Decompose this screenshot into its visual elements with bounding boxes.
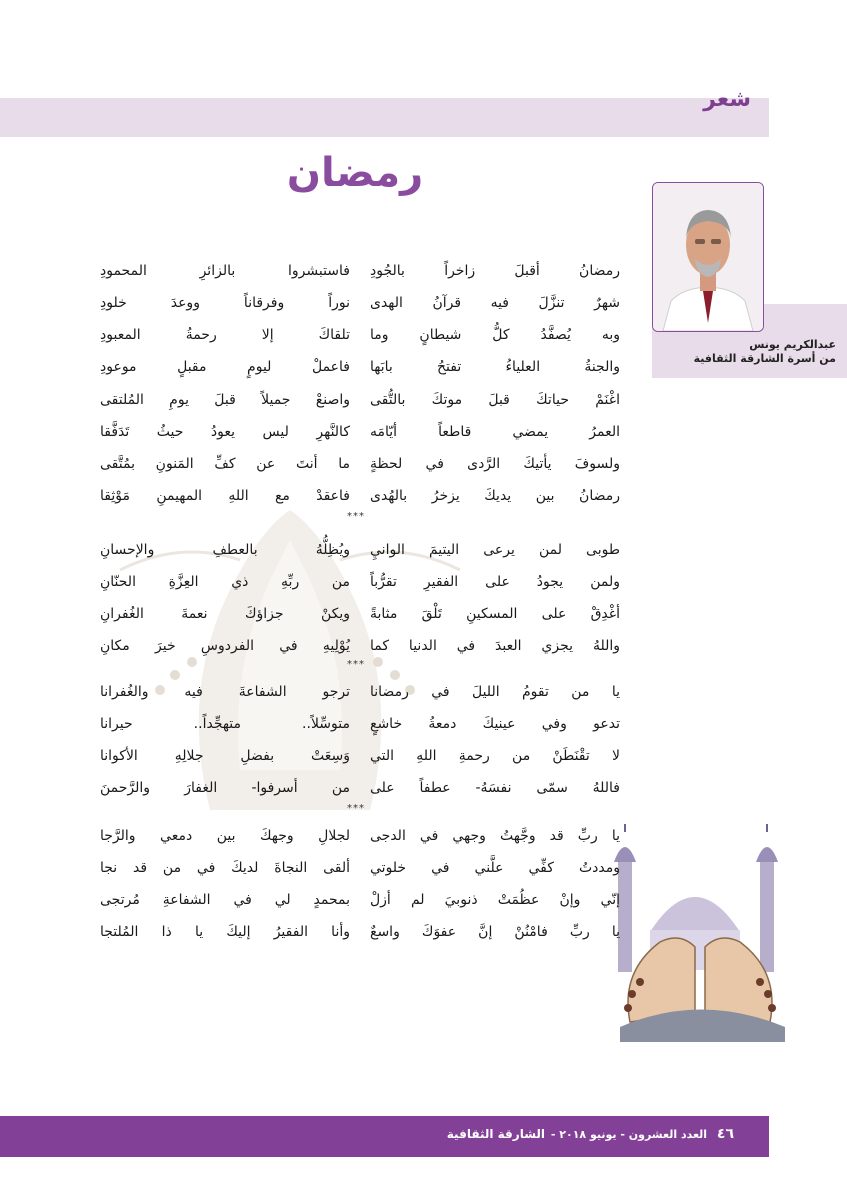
verse-second-hemistich: ترجو الشفاعةَ فيه والغُفرانا	[100, 684, 350, 700]
verse-line	[100, 821, 620, 851]
mosque-praying-hands-illustration	[600, 822, 800, 1042]
verse-line	[100, 773, 620, 803]
verse-second-hemistich: فاعملْ ليومٍ مقبلٍ موعودِ	[100, 359, 350, 375]
section-label: شعر	[703, 87, 751, 112]
stanza-separator: ***	[347, 803, 365, 814]
verse-line	[100, 567, 620, 597]
verse-line	[100, 631, 620, 661]
verse-first-hemistich: طوبى لمن يرعى اليتيمَ الوانيِ	[370, 542, 620, 558]
author-portrait-image	[653, 183, 763, 331]
verse-line	[100, 709, 620, 739]
verse-second-hemistich: ويُظِلُّهُ بالعطفِ والإحسانِ	[100, 542, 350, 558]
verse-first-hemistich: رمضانُ بين يديكَ يزخرُ بالهُدى	[370, 488, 620, 504]
verse-first-hemistich: اغْنَمْ حياتكَ قبلَ موتكَ بالتُّقى	[370, 392, 620, 408]
verse-second-hemistich: متوسِّلاً.. متهجِّداً.. حيرانا	[100, 716, 350, 732]
verse-first-hemistich: تدعو وفي عينيكَ دمعةُ خاشعٍ	[370, 716, 620, 732]
verse-first-hemistich: شهرٌ تنزَّلَ فيه قرآنُ الهدى	[370, 295, 620, 311]
verse-line	[100, 885, 620, 915]
verse-line	[100, 288, 620, 318]
verse-line	[100, 599, 620, 629]
author-credit	[676, 338, 836, 366]
verse-line	[100, 917, 620, 947]
verse-second-hemistich: فاعقدْ مع اللهِ المهيمنِ مَوْثِقا	[100, 488, 350, 504]
verse-second-hemistich: واصنعْ جميلاً قبلَ يومِ المُلتقى	[100, 392, 350, 408]
header-band	[0, 98, 769, 137]
verse-second-hemistich: وأنا الفقيرُ إليكَ يا ذا المُلتجا	[100, 924, 350, 940]
verse-first-hemistich: ولمن يجودُ على الفقيرِ تقرُّباً	[370, 574, 620, 590]
verse-second-hemistich: ألقى النجاةَ لديكَ في من قد نجا	[100, 860, 350, 876]
author-name: عبدالكريم يونس	[749, 338, 836, 351]
verse-second-hemistich: كالنَّهرِ ليس يعودُ حيثُ تَدَفَّقا	[100, 424, 350, 440]
verse-line	[100, 352, 620, 382]
magazine-brand: الشارقة الثقافية	[446, 1127, 546, 1141]
verse-line	[100, 741, 620, 771]
verse-second-hemistich: نوراً وفرقاناً ووعدَ خلودِ	[100, 295, 350, 311]
author-photo	[652, 182, 764, 332]
verse-line	[100, 853, 620, 883]
verse-second-hemistich: بمحمدٍ لي في الشفاعةِ مُرتجى	[100, 892, 350, 908]
verse-line	[100, 385, 620, 415]
stanza-separator: ***	[347, 659, 365, 670]
issue-info: العدد العشرون - يونيو ٢٠١٨ -	[550, 1128, 708, 1141]
verse-first-hemistich: يا من تقومُ الليلَ في رمضانا	[370, 684, 620, 700]
verse-second-hemistich: من أسرفوا- الغفارَ والرَّحمنَ	[100, 780, 350, 796]
verse-first-hemistich: يا ربِّ قد وجَّهتُ وجهي في الدجى	[370, 828, 620, 844]
verse-second-hemistich: من ربِّهِ ذي العِزَّةِ الحنّانِ	[100, 574, 350, 590]
verse-second-hemistich: ويكنْ جزاؤكَ نعمةَ الغُفرانِ	[100, 606, 350, 622]
author-affiliation: من أسرة الشارقة الثقافية	[693, 352, 836, 365]
verse-line	[100, 677, 620, 707]
verse-second-hemistich: يُوْلِيهِ في الفردوسِ خيرَ مكانِ	[100, 638, 350, 654]
verse-first-hemistich: والجنةُ العلياءُ تفتحُ بابَها	[370, 359, 620, 375]
verse-first-hemistich: فاللهُ سمّى نفسَهُ- عطفاً على	[370, 780, 620, 796]
verse-first-hemistich: رمضانُ أقبلَ زاخراً بالجُودِ	[370, 263, 620, 279]
verse-line	[100, 417, 620, 447]
stanza-separator: ***	[347, 511, 365, 522]
verse-first-hemistich: وبه يُصفَّدُ كلُّ شيطانٍ وما	[370, 327, 620, 343]
verse-line	[100, 535, 620, 565]
verse-first-hemistich: يا ربِّ فامْنُنْ إنَّ عفوَكَ واسعٌ	[370, 924, 620, 940]
page-number: ٤٦	[716, 1126, 734, 1142]
poem-title: رمضان	[286, 150, 424, 196]
verse-second-hemistich: فاستبشروا بالزائرِ المحمودِ	[100, 263, 350, 279]
verse-line	[100, 481, 620, 511]
verse-first-hemistich: أغْدِقْ على المسكينِ تَلْقَ مثابةً	[370, 606, 620, 622]
verse-first-hemistich: ومددتُ كفِّي علَّني في خلوتي	[370, 860, 620, 876]
verse-first-hemistich: واللهُ يجزي العبدَ في الدنيا كما	[370, 638, 620, 654]
verse-line	[100, 449, 620, 479]
verse-second-hemistich: وَسِعَتْ بفضلِ جلالِهِ الأكوانا	[100, 748, 350, 764]
verse-second-hemistich: لجلالِ وجهكَ بين دمعي والرَّجا	[100, 828, 350, 844]
verse-line	[100, 256, 620, 286]
footer-info	[447, 1126, 734, 1142]
verse-second-hemistich: ما أنتَ عن كفِّ المَنونِ بمُتَّقى	[100, 456, 350, 472]
verse-first-hemistich: لا تقْنَطَنْ من رحمةِ اللهِ التي	[370, 748, 620, 764]
verse-first-hemistich: العمرُ يمضي قاطعاً أيّامَه	[370, 424, 620, 440]
verse-first-hemistich: ولسوفَ يأتيكَ الرَّدى في لحظةٍ	[370, 456, 620, 472]
verse-first-hemistich: إنّي وإنْ عظُمَتْ ذنوبيَ لم أزلْ	[370, 892, 620, 908]
verse-line	[100, 320, 620, 350]
verse-second-hemistich: تلقاكَ إلا رحمةُ المعبودِ	[100, 327, 350, 343]
